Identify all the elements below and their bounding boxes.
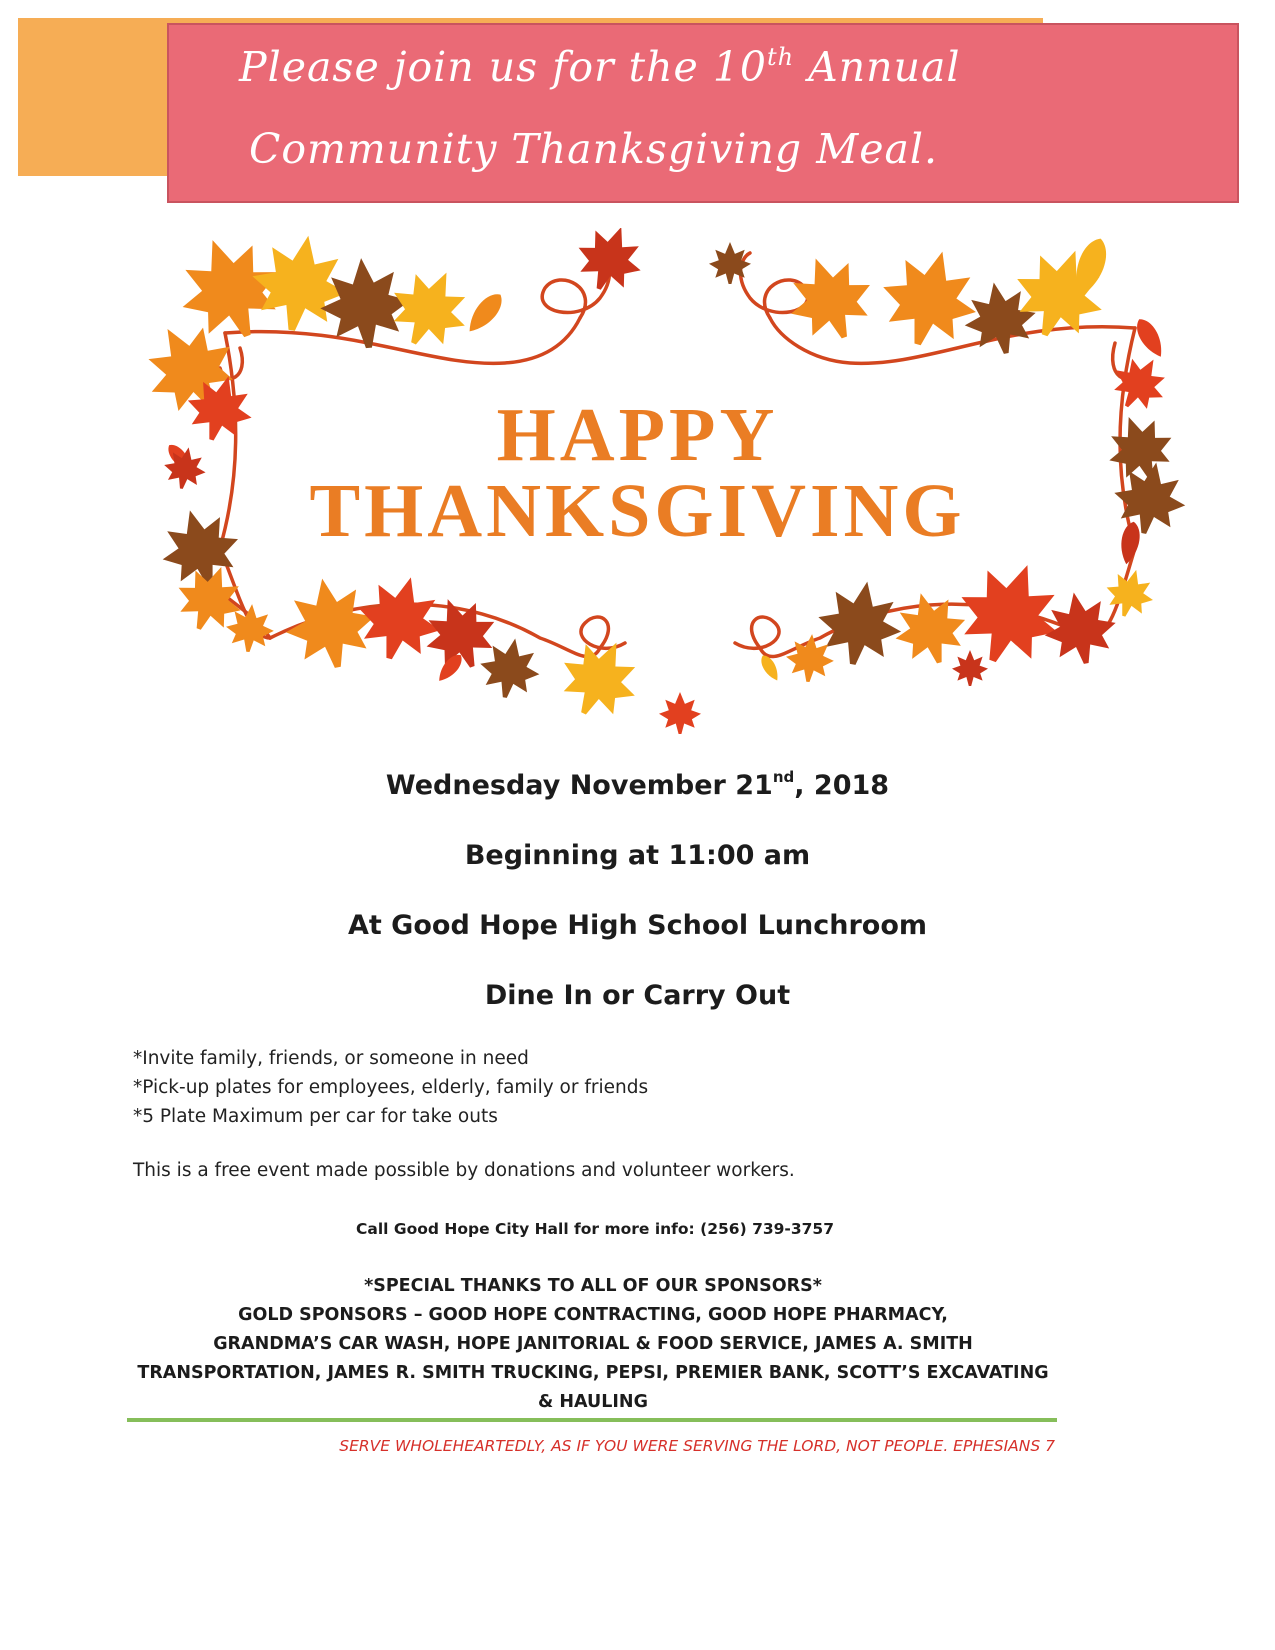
free-event-note: This is a free event made possible by donations and volunteer workers. [133, 1160, 795, 1181]
list-item: *5 Plate Maximum per car for take outs [133, 1106, 498, 1127]
sponsors-line: TRANSPORTATION, JAMES R. SMITH TRUCKING, PEPSI, PREMIER BANK, SCOTT’S EXCAVATING [137, 1363, 1049, 1383]
list-item: *Invite family, friends, or someone in need [133, 1048, 529, 1069]
list-item: *Pick-up plates for employees, elderly, family or friends [133, 1077, 649, 1098]
contact-line: Call Good Hope City Hall for more info: (256) 739-3757 [355, 1220, 834, 1238]
event-service: Dine In or Carry Out [484, 980, 791, 1011]
invitation-banner [167, 23, 1239, 203]
banner-line-2: Community Thanksgiving Meal. [249, 125, 939, 173]
event-location: At Good Hope High School Lunchroom [347, 910, 928, 941]
notes-list [133, 1044, 648, 1131]
event-date: Wednesday November 21nd, 2018 [385, 768, 890, 801]
maple-leaf-icon [224, 567, 701, 734]
divider [127, 1418, 1057, 1422]
banner-line-1: Please join us for the 10th Annual [239, 43, 961, 91]
sponsors-line: GRANDMA’S CAR WASH, HOPE JANITORIAL & FOOD SERVICE, JAMES A. SMITH [213, 1334, 973, 1354]
maple-leaf-icon [758, 548, 1160, 686]
sponsors-block [128, 1272, 1058, 1417]
event-time: Beginning at 11:00 am [464, 840, 811, 871]
sponsors-line: & HAULING [538, 1392, 648, 1412]
scripture-verse: SERVE WHOLEHEARTEDLY, AS IF YOU WERE SERVING THE LORD, NOT PEOPLE. EPHESIANS 7 [339, 1437, 1055, 1455]
headline-thanksgiving: THANKSGIVING [309, 469, 966, 553]
sponsors-heading: *SPECIAL THANKS TO ALL OF OUR SPONSORS* [364, 1276, 822, 1296]
sponsors-line: GOLD SPONSORS – GOOD HOPE CONTRACTING, GOOD HOPE PHARMACY, [238, 1305, 948, 1325]
headline-happy: HAPPY [496, 393, 779, 477]
